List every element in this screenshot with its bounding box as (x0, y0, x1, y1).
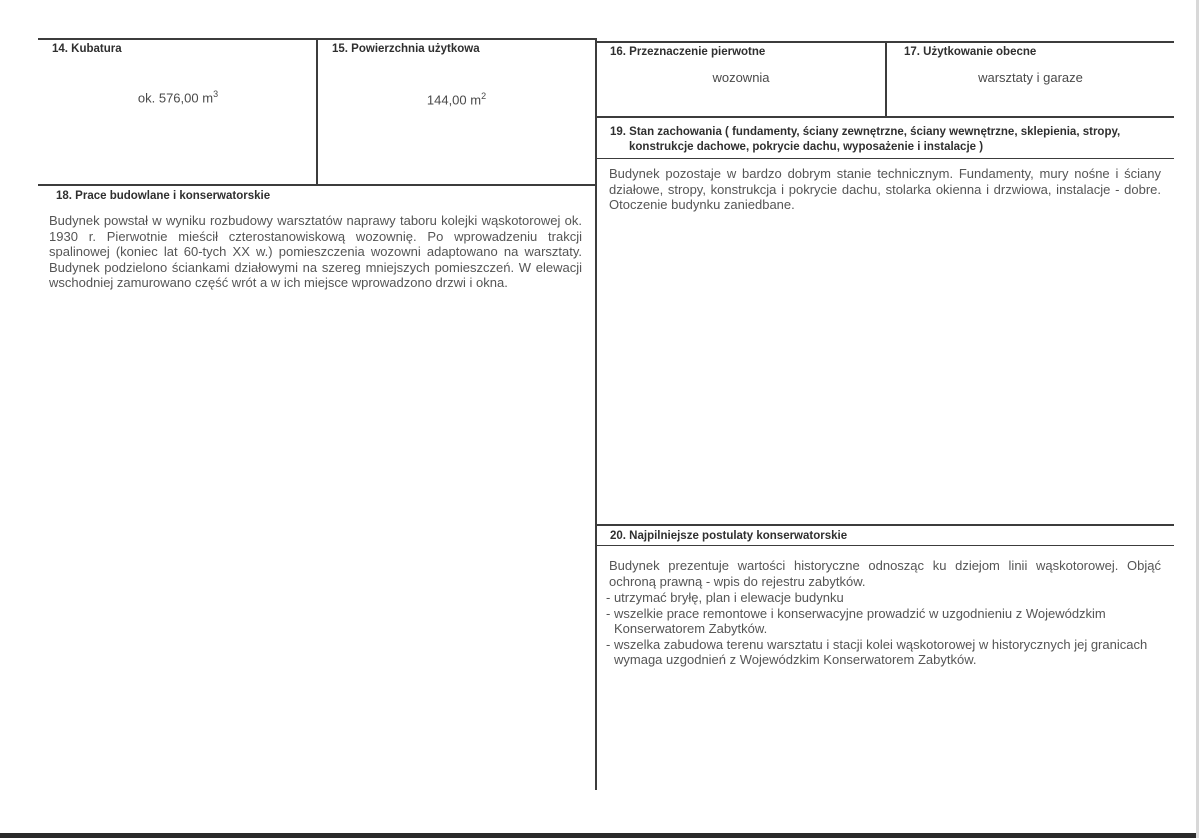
field-19-label: 19. Stan zachowania ( fundamenty, ściany zewnętrzne, ściany wewnętrzne, sklepienia, stropy, (610, 126, 1121, 138)
rule-above-19 (596, 116, 1174, 118)
list-item: - wszelka zabudowa terenu warsztatu i stacji kolei wąskotorowej w historycznych jej granicach wymaga uzgodnień z Wojewódzkim Konserwatorem Zabytków. (604, 637, 1164, 668)
field-14-label: 14. Kubatura (52, 43, 122, 55)
center-divider (595, 38, 597, 790)
field-18-text: Budynek powstał w wyniku rozbudowy warsztatów naprawy taboru kolejki wąskotorowej ok. 1930 r. Pierwotnie mieścił czterostanowiskową wozownię. Po wprowadzeniu trakcji spalinowej (koniec lat 60-tych XX w.) pomieszczenia wozowni adaptowano na warsztaty. Budynek podzielono ściankami działowymi na szereg mniejszych pomieszczeń. W elewacji wschodniej zamurowano część wrót a w ich miejsce wprowadzono drzwi i okna. (49, 213, 582, 290)
field-18-label: 18. Prace budowlane i konserwatorskie (56, 190, 271, 202)
field-14-exp: 3 (213, 89, 219, 99)
field-16-label: 16. Przeznaczenie pierwotne (610, 46, 766, 58)
field-20-label: 20. Najpilniejsze postulaty konserwatorskie (610, 530, 848, 542)
field-15-value (318, 91, 595, 107)
field-15-unit: m (470, 92, 482, 108)
field-14-unit: m (202, 90, 214, 106)
field-17-label: 17. Użytkowanie obecne (904, 46, 1037, 58)
rule-above-18 (38, 184, 596, 186)
field-19-label-cont: konstrukcje dachowe, pokrycie dachu, wyposażenie i instalacje ) (629, 141, 984, 153)
field-14-number: ok. 576,00 (137, 90, 199, 106)
field-20-list (604, 590, 1164, 668)
rule-below-19-header (596, 158, 1174, 159)
field-17-value: warsztaty i garaze (978, 70, 1083, 85)
field-14-value (40, 89, 316, 105)
list-item: - utrzymać bryłę, plan i elewacje budynku (604, 590, 1164, 606)
field-16-value: wozownia (712, 70, 770, 85)
rule-below-20-header (596, 545, 1174, 546)
field-15-label: 15. Powierzchnia użytkowa (332, 43, 480, 55)
field-15-number: 144,00 (426, 92, 467, 108)
field-19-text: Budynek pozostaje w bardzo dobrym stanie technicznym. Fundamenty, mury nośne i ściany działowe, stropy, konstrukcja i pokrycie dachu, stolarka okienna i drzwiowa, instalacje - dobre. Otoczenie budynku zaniedbane. (609, 166, 1161, 212)
field-20-text: Budynek prezentuje wartości historyczne odnosząc ku dziejom linii wąskotorowej. Objąć ochroną prawną - wpis do rejestru zabytków. (609, 558, 1161, 589)
divider-14-15 (316, 38, 318, 186)
list-item: - wszelkie prace remontowe i konserwacyjne prowadzić w uzgodnieniu z Wojewódzkim Konserwatorem Zabytków. (604, 606, 1164, 637)
field-15-exp: 2 (481, 91, 487, 101)
rule-above-20 (596, 524, 1174, 526)
scan-bottom-edge (0, 833, 1199, 838)
